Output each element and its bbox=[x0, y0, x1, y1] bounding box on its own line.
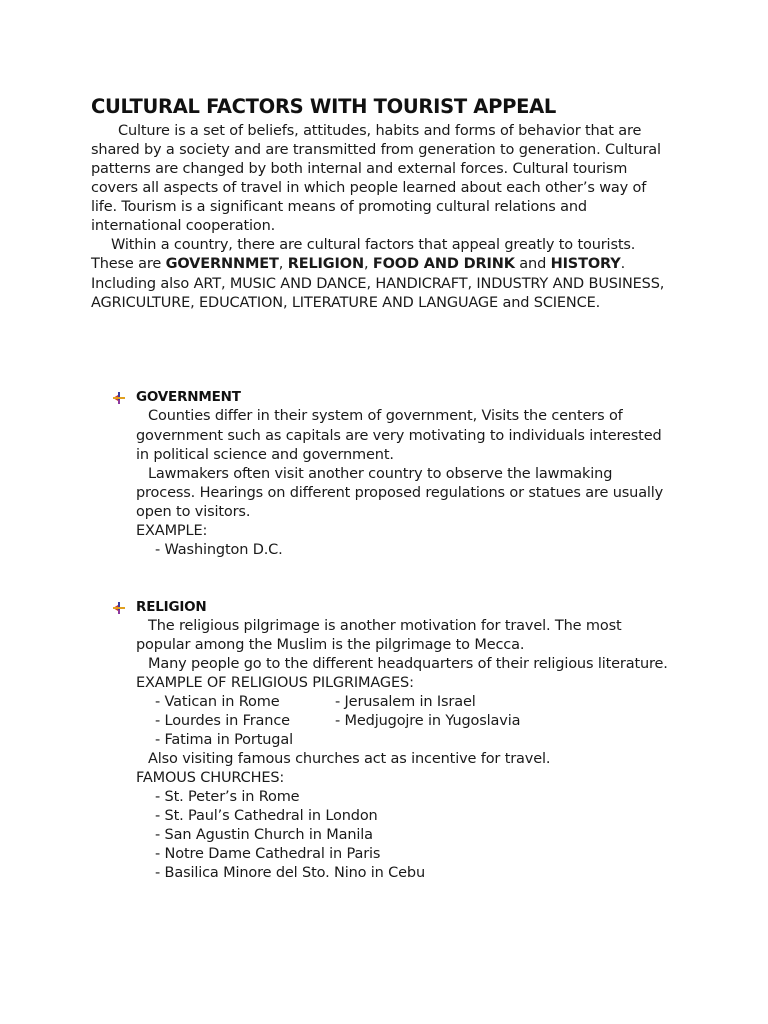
factor-food-and-drink: FOOD AND DRINK bbox=[372, 256, 515, 272]
church-item: - St. Peter’s in Rome bbox=[155, 789, 300, 805]
intro-line: Within a country, there are cultural factors that appeal greatly to tourists. bbox=[111, 237, 636, 253]
church-item: - Notre Dame Cathedral in Paris bbox=[155, 846, 381, 862]
intro-line: patterns are changed by both internal and external forces. Cultural tourism bbox=[91, 161, 628, 177]
government-line: Lawmakers often visit another country to observe the lawmaking bbox=[148, 466, 613, 482]
church-item: - St. Paul’s Cathedral in London bbox=[155, 808, 378, 824]
page-title: CULTURAL FACTORS WITH TOURIST APPEAL bbox=[91, 95, 557, 118]
pilgrimage-item: - Fatima in Portugal bbox=[155, 732, 293, 748]
pilgrimage-item: - Lourdes in France bbox=[155, 713, 290, 729]
factors-prefix: These are bbox=[91, 256, 166, 272]
factor-history: HISTORY bbox=[550, 256, 621, 272]
factors-suffix: . bbox=[620, 256, 626, 272]
factor-separator: , bbox=[363, 256, 373, 272]
government-line: open to visitors. bbox=[136, 504, 251, 520]
pilgrimages-label: EXAMPLE OF RELIGIOUS PILGRIMAGES: bbox=[136, 675, 414, 691]
section-heading-religion: RELIGION bbox=[136, 599, 207, 615]
factors-line bbox=[91, 255, 625, 274]
religion-line: Many people go to the different headquarters of their religious literature. bbox=[148, 656, 668, 672]
pilgrimage-item: - Medjugojre in Yugoslavia bbox=[335, 713, 521, 729]
church-item: - Basilica Minore del Sto. Nino in Cebu bbox=[155, 865, 426, 881]
intro-line: Including also ART, MUSIC AND DANCE, HANDICRAFT, INDUSTRY AND BUSINESS, bbox=[91, 276, 665, 292]
pilgrimage-item: - Vatican in Rome bbox=[155, 694, 280, 710]
government-line: in political science and government. bbox=[136, 447, 394, 463]
pilgrimage-item: - Jerusalem in Israel bbox=[335, 694, 476, 710]
religion-line: popular among the Muslim is the pilgrimage to Mecca. bbox=[136, 637, 525, 653]
intro-line: life. Tourism is a significant means of promoting cultural relations and bbox=[91, 199, 587, 215]
arrow-bullet-icon bbox=[113, 392, 125, 404]
arrow-bullet-icon bbox=[113, 602, 125, 614]
government-line: process. Hearings on different proposed regulations or statues are usually bbox=[136, 485, 664, 501]
church-item: - San Agustin Church in Manila bbox=[155, 827, 373, 843]
intro-line: international cooperation. bbox=[91, 218, 276, 234]
factor-religion: RELIGION bbox=[287, 256, 364, 272]
intro-line: shared by a society and are transmitted from generation to generation. Cultural bbox=[91, 142, 661, 158]
factor-government: GOVERNNMET bbox=[165, 256, 279, 272]
churches-intro: Also visiting famous churches act as incentive for travel. bbox=[148, 751, 551, 767]
government-line: government such as capitals are very motivating to individuals interested bbox=[136, 428, 662, 444]
intro-line: Culture is a set of beliefs, attitudes, habits and forms of behavior that are bbox=[118, 123, 642, 139]
factor-separator: , bbox=[278, 256, 288, 272]
factor-separator: and bbox=[514, 256, 551, 272]
intro-line: AGRICULTURE, EDUCATION, LITERATURE AND LANGUAGE and SCIENCE. bbox=[91, 295, 601, 311]
section-heading-government: GOVERNMENT bbox=[136, 389, 241, 405]
churches-label: FAMOUS CHURCHES: bbox=[136, 770, 285, 786]
intro-line: covers all aspects of travel in which people learned about each other’s way of bbox=[91, 180, 647, 196]
government-example-label: EXAMPLE: bbox=[136, 523, 208, 539]
government-line: Counties differ in their system of government, Visits the centers of bbox=[148, 408, 623, 424]
religion-line: The religious pilgrimage is another motivation for travel. The most bbox=[148, 618, 622, 634]
government-example-item: - Washington D.C. bbox=[155, 542, 283, 558]
